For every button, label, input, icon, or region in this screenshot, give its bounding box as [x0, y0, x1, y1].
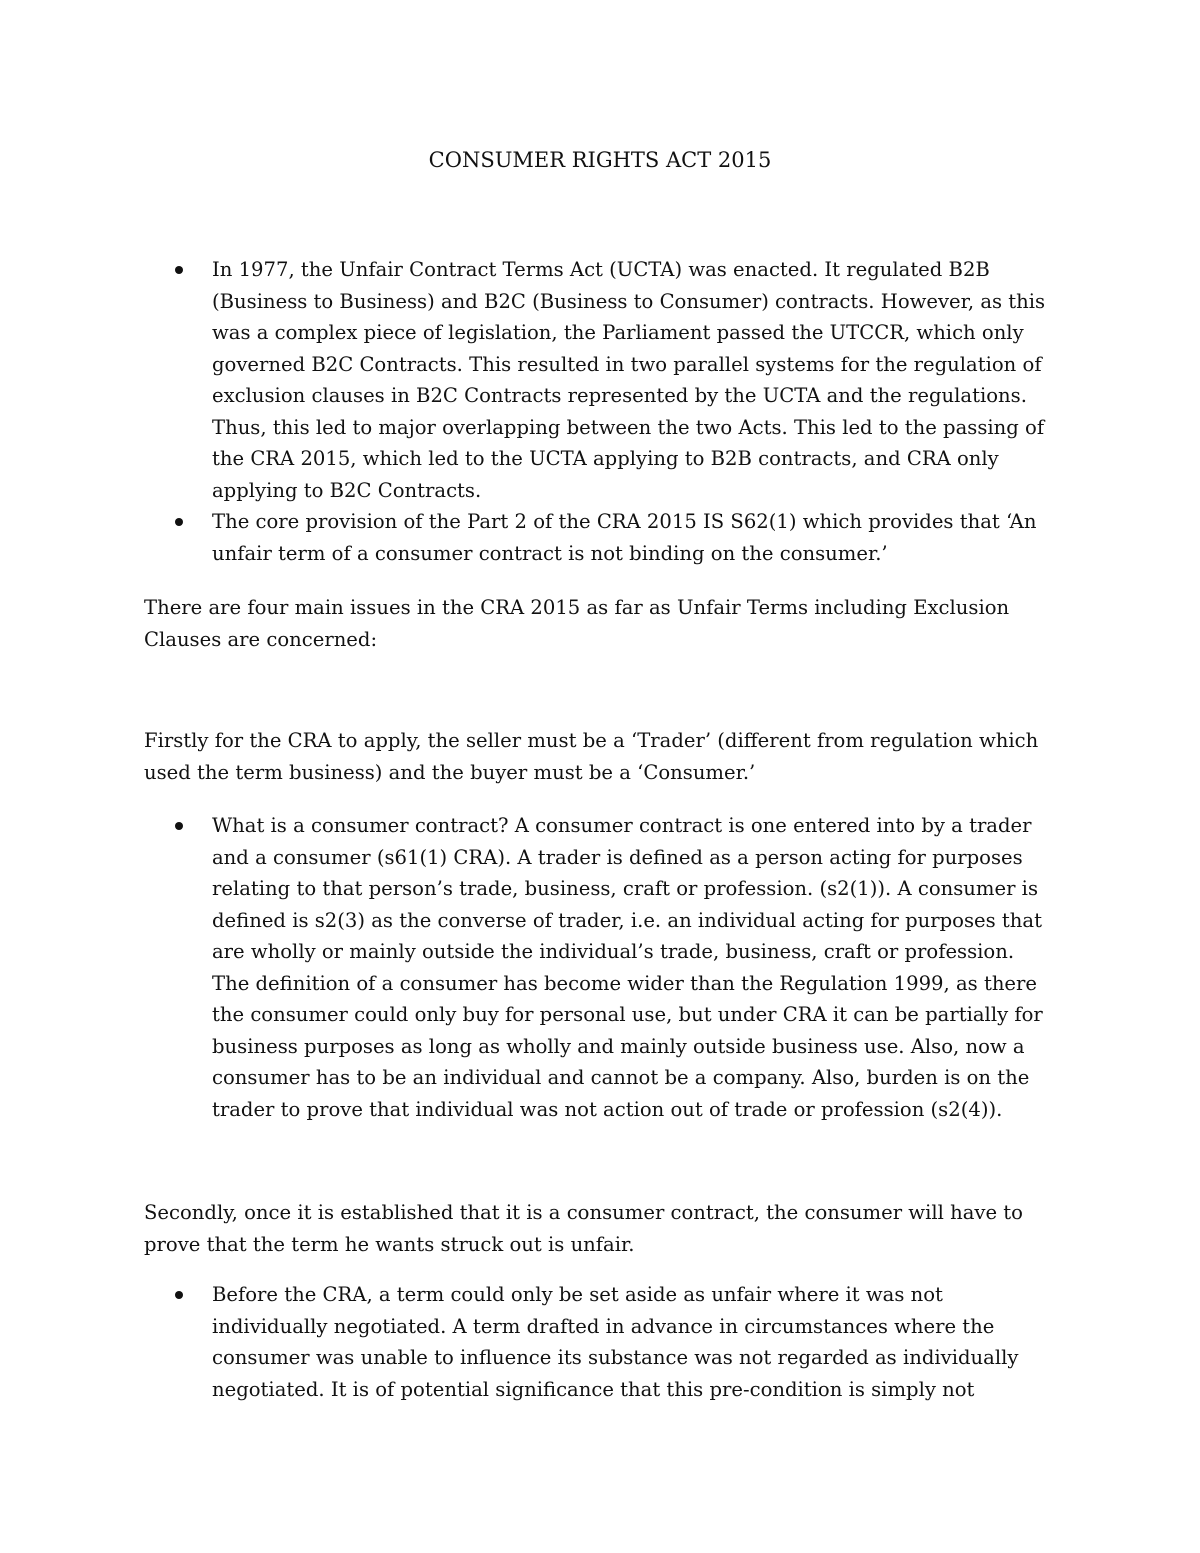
- list-item: [144, 506, 1054, 569]
- section3-list-block: [144, 1279, 1054, 1405]
- bullet-icon: [175, 1291, 183, 1299]
- bullet-icon: [175, 266, 183, 274]
- section2-bullet-list: [144, 810, 1054, 1125]
- section2-list-block: [144, 810, 1054, 1125]
- secondly-paragraph-block: [144, 1197, 1054, 1260]
- document-title: CONSUMER RIGHTS ACT 2015: [428, 148, 772, 172]
- list-item: [144, 810, 1054, 1125]
- secondly-paragraph: Secondly, once it is established that it is a consumer contract, the consumer will have to prove that the term he wants struck out is unfair.: [144, 1201, 1023, 1256]
- list-item: [144, 254, 1054, 506]
- list-item-text: What is a consumer contract? A consumer contract is one entered into by a trader and a consumer (s61(1) CRA). A trader is defined as a person acting for purposes relating to that person’s trade, business, craft or profession. (s2(1)). A consumer is defined is s2(3) as the converse of trader, i.e. an individual acting for purposes that are wholly or mainly outside the individual’s trade, business, craft or profession. The definition of a consumer has become wider than the Regulation 1999, as there the consumer could only buy for personal use, but under CRA it can be partially for business purposes as long as wholly and mainly outside business use. Also, now a consumer has to be an individual and cannot be a company. Also, burden is on the trader to prove that individual was not action out of trade or profession (s2(4)).: [212, 814, 1043, 1121]
- firstly-paragraph: Firstly for the CRA to apply, the seller must be a ‘Trader’ (different from regulation which used the term business) and the buyer must be a ‘Consumer.’: [144, 729, 1039, 784]
- list-item-text: Before the CRA, a term could only be set aside as unfair where it was not individually negotiated. A term drafted in advance in circumstances where the consumer was unable to influence its substance was not regarded as individually negotiated. It is of potential significance that this pre-condition is simply not: [212, 1283, 1019, 1401]
- intro-paragraph-block: [144, 592, 1054, 655]
- list-item-text: The core provision of the Part 2 of the CRA 2015 IS S62(1) which provides that ‘An unfair term of a consumer contract is not binding on the consumer.’: [212, 510, 1037, 565]
- list-item: [144, 1279, 1054, 1405]
- bullet-icon: [175, 518, 183, 526]
- bullet-icon: [175, 822, 183, 830]
- section3-bullet-list: [144, 1279, 1054, 1405]
- section1-list-block: [144, 254, 1054, 569]
- section1-bullet-list: [144, 254, 1054, 569]
- intro-paragraph: There are four main issues in the CRA 2015 as far as Unfair Terms including Exclusion Clauses are concerned:: [144, 596, 1010, 651]
- firstly-paragraph-block: [144, 725, 1054, 788]
- list-item-text: In 1977, the Unfair Contract Terms Act (UCTA) was enacted. It regulated B2B (Business to Business) and B2C (Business to Consumer) contracts. However, as this was a complex piece of legislation, the Parliament passed the UTCCR, which only governed B2C Contracts. This resulted in two parallel systems for the regulation of exclusion clauses in B2C Contracts represented by the UCTA and the regulations. Thus, this led to major overlapping between the two Acts. This led to the passing of the CRA 2015, which led to the UCTA applying to B2B contracts, and CRA only applying to B2C Contracts.: [212, 258, 1046, 502]
